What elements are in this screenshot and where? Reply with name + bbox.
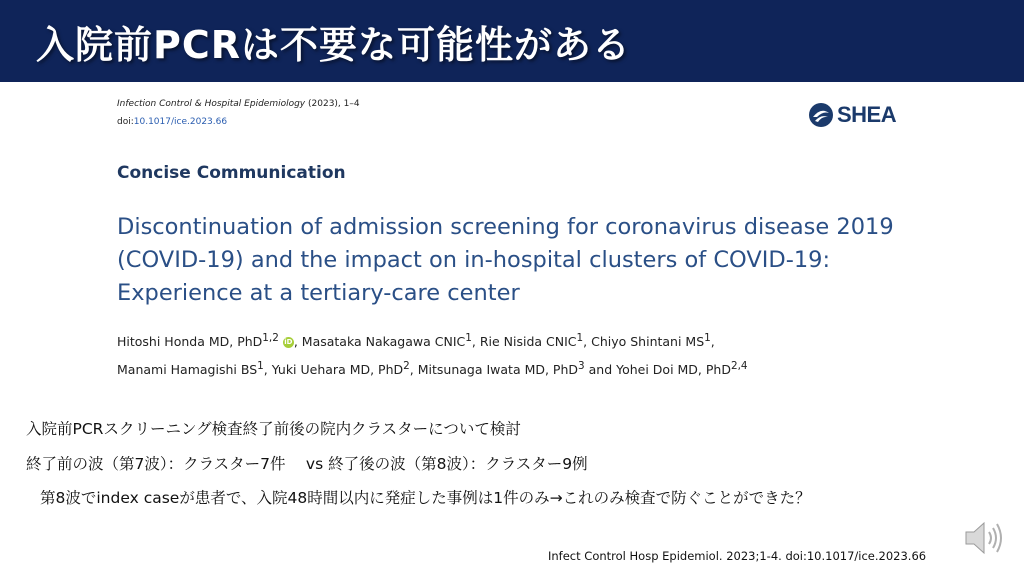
author-line-2 (117, 354, 937, 382)
affiliation-sup: 1,2 (262, 332, 279, 344)
author-separator: , (710, 334, 715, 350)
section-heading: Concise Communication (117, 163, 346, 183)
slide-title: 入院前PCRは不要な可能性がある (36, 23, 632, 67)
author-list (117, 326, 937, 382)
shea-logo (808, 100, 896, 130)
author-name: , Mitsunaga Iwata MD, PhD (409, 362, 579, 378)
paper-title-line-1: Discontinuation of admission screening for coronavirus disease 2019 (117, 214, 894, 240)
affiliation-sup: 1 (465, 332, 472, 344)
citation-footer: Infect Control Hosp Epidemiol. 2023;1-4. doi:10.1017/ice.2023.66 (548, 549, 927, 563)
paper-title (117, 211, 917, 310)
author-line-1 (117, 326, 937, 354)
affiliation-sup: 1 (257, 360, 264, 373)
author-name: , Masataka Nakagawa CNIC (293, 334, 466, 350)
affiliation-sup: 2,4 (730, 360, 748, 373)
title-bar (0, 0, 1024, 82)
shea-logo-text: SHEA (837, 102, 897, 127)
paper-title-line-3: Experience at a tertiary-care center (117, 280, 520, 306)
orcid-icon[interactable]: iD (284, 338, 293, 347)
author-name: , Yuki Uehara MD, PhD (263, 362, 404, 378)
affiliation-sup: 2 (403, 360, 410, 373)
note-line-2: 終了前の波（第7波）：クラスター7件 vs 終了後の波（第8波）：クラスター9例 (26, 455, 588, 473)
author-name: Hitoshi Honda MD, PhD (117, 334, 263, 350)
affiliation-sup: 1 (704, 332, 711, 344)
doi-prefix: doi: (117, 117, 134, 127)
note-line-3: 第8波でindex caseが患者で、入院48時間以内に発症した事例は1件のみ→これのみ検査で防ぐことができた？ (40, 489, 811, 507)
affiliation-sup: 3 (578, 360, 585, 373)
paper-title-line-2: (COVID-19) and the impact on in-hospital clusters of COVID-19: (117, 247, 831, 273)
doi-line (117, 117, 227, 127)
author-name: and Yohei Doi MD, PhD (584, 362, 731, 378)
speaker-icon[interactable] (962, 518, 1006, 558)
journal-citation (117, 99, 360, 109)
doi-link[interactable]: 10.1017/ice.2023.66 (133, 117, 228, 127)
journal-issue: (2023), 1–4 (305, 99, 360, 109)
author-name: Manami Hamagishi BS (117, 362, 258, 378)
note-line-1: 入院前PCRスクリーニング検査終了前後の院内クラスターについて検討 (26, 420, 521, 438)
affiliation-sup: 1 (576, 332, 584, 344)
journal-name: Infection Control & Hospital Epidemiology (117, 99, 306, 109)
author-name: , Rie Nisida CNIC (471, 334, 577, 350)
shea-logo-icon (808, 102, 834, 128)
author-name: , Chiyo Shintani MS (583, 334, 705, 350)
